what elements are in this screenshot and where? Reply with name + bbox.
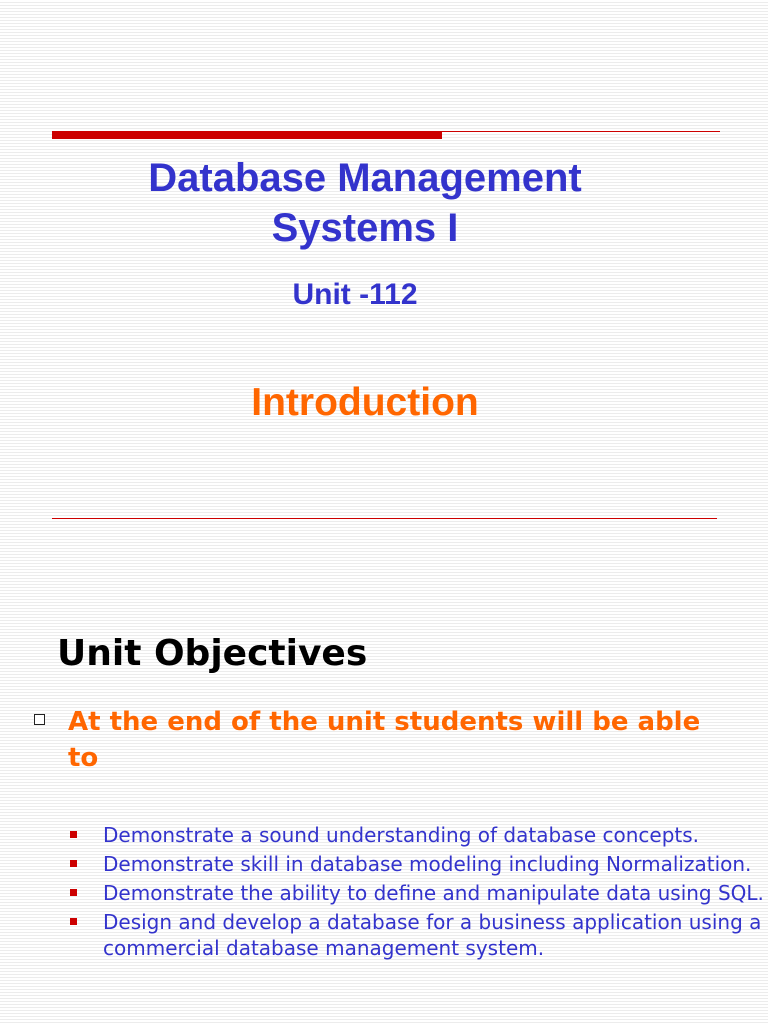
objectives-slide [0,512,768,1024]
intro-text: At the end of the unit students will be able to [68,707,701,773]
intro-bullet [32,704,732,776]
red-square-bullet-icon [70,860,77,867]
red-square-bullet-icon [70,889,77,896]
list-item [66,851,766,877]
objective-text: Demonstrate skill in database modeling including Normalization. [103,852,752,876]
top-accent-bar [52,131,442,139]
list-item [66,880,766,906]
list-item [66,909,766,961]
objective-text: Demonstrate the ability to define and manipulate data using SQL. [103,881,764,905]
top-thin-rule [442,131,720,132]
unit-code: Unit -112 [292,278,418,311]
list-item [66,822,766,848]
section-heading: Unit Objectives [57,633,368,674]
objective-text: Design and develop a database for a business application using a commercial database management system. [103,910,762,960]
hollow-square-bullet-icon [34,714,45,725]
red-square-bullet-icon [70,831,77,838]
objective-text: Demonstrate a sound understanding of database concepts. [103,823,700,847]
slide-subtitle: Introduction [251,381,479,424]
objectives-list [66,822,766,964]
slide-title: Database Management Systems I [148,156,582,250]
red-square-bullet-icon [70,918,77,925]
